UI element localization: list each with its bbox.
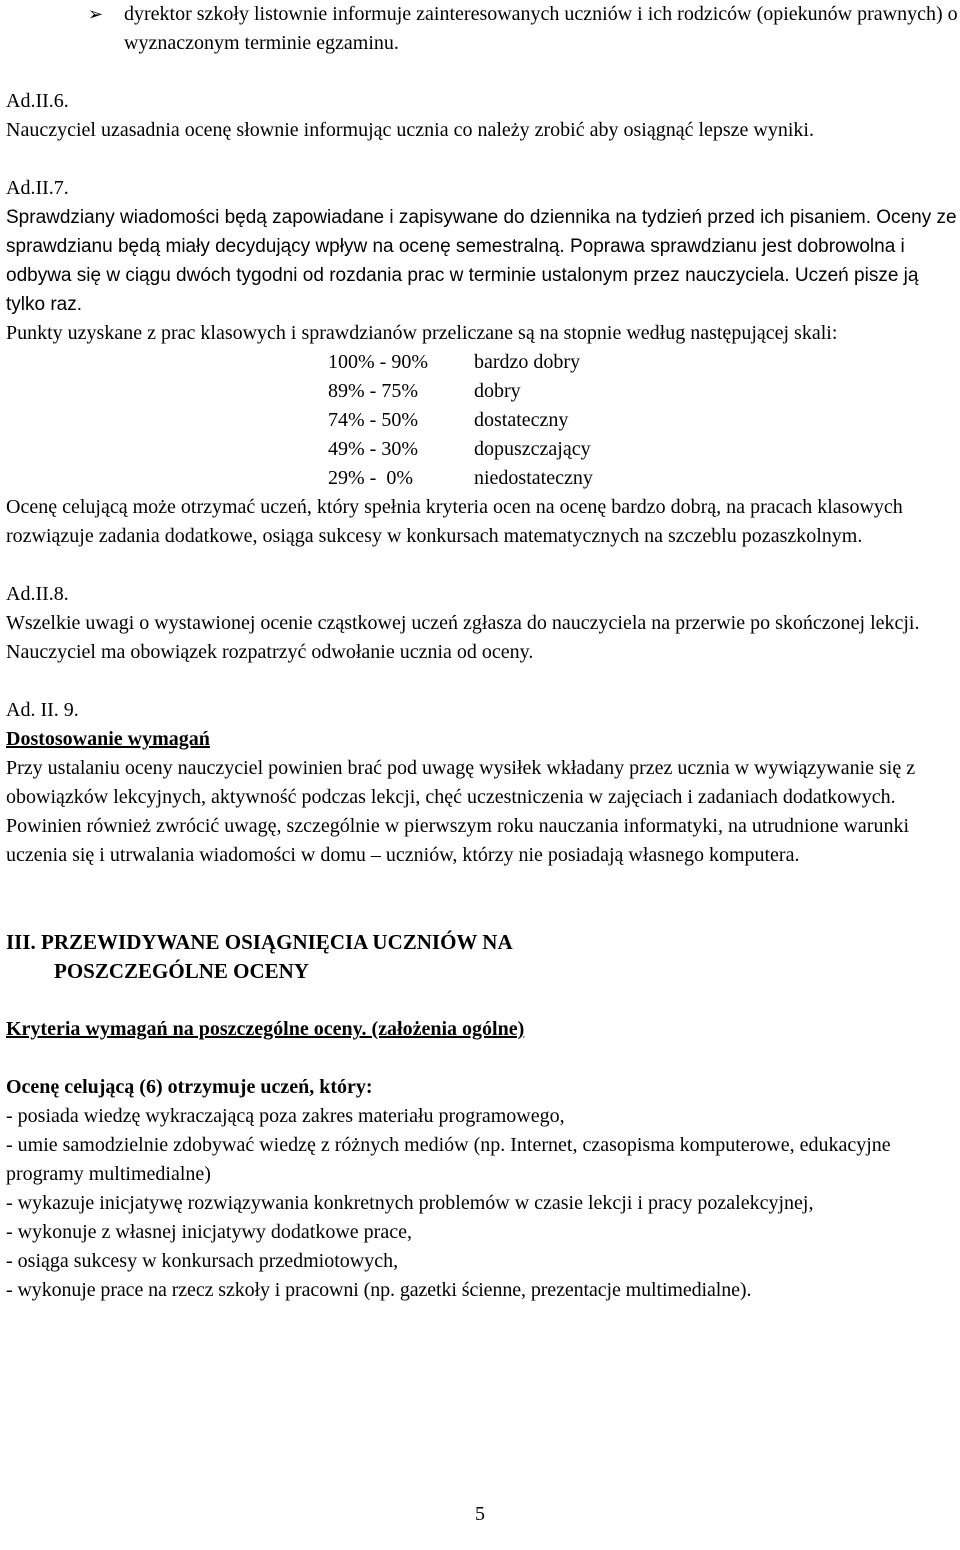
ad9-subheading: Dostosowanie wymagań [6,728,210,750]
section-title-line2: POSZCZEGÓLNE OCENY [54,959,309,983]
document-page [6,0,958,1305]
grade6-item: - umie samodzielnie zdobywać wiedzę z różnych mediów (np. Internet, czasopisma komputerowe, edukacyjne programy multimedialne) [6,1134,891,1185]
grade6-item: - wykonuje prace na rzecz szkoły i pracowni (np. gazetki ścienne, prezentacje multimedialne). [6,1279,752,1301]
grade-scale-row [328,348,958,377]
grade-name: dostateczny [474,409,569,431]
grade-range: 29% - 0% [328,467,413,489]
arrow-bullet-icon: ➢ [88,4,104,24]
criteria-heading: Kryteria wymagań na poszczególne oceny. (założenia ogólne) [6,1018,525,1040]
ad6-text: Nauczyciel uzasadnia ocenę słownie informując ucznia co należy zrobić aby osiągnąć lepsze wyniki. [6,119,814,141]
grade-name: bardzo dobry [474,351,581,373]
celujaca-text: Ocenę celującą może otrzymać uczeń, który spełnia kryteria ocen na ocenę bardzo dobrą, na pracach klasowych rozwiązuje zadania dodatkowe, osiąga sukcesy w konkursach matematycznych na szczeblu pozaszkolnym. [6,496,903,547]
ad7-text: Sprawdziany wiadomości będą zapowiadane i zapisywane do dziennika na tydzień przed ich pisaniem. Oceny ze sprawdzianu będą miały decydujący wpływ na ocenę semestralną. Poprawa sprawdzianu jest dobrowolna i odbywa się w ciągu dwóch tygodni od rozdania prac w terminie ustalonym przez nauczyciela. Uczeń pisze ją tylko raz. [6,207,957,315]
ad9-text: Przy ustalaniu oceny nauczyciel powinien brać pod uwagę wysiłek wkładany przez ucznia w wywiązywanie się z obowiązków lekcyjnych, aktywność podczas lekcji, chęć uczestniczenia w zajęciach i zadaniach dodatkowych. Powinien również zwrócić uwagę, szczególnie w pierwszym roku nauczania informatyki, na utrudnione warunki uczenia się i utrwalania wiadomości w domu – uczniów, którzy nie posiadają własnego komputera. [6,757,916,866]
grade-range: 100% - 90% [328,351,428,373]
bullet-text: dyrektor szkoły listownie informuje zainteresowanych uczniów i ich rodziców (opiekunów prawnych) o wyznaczonym terminie egzaminu. [124,3,958,54]
grade-scale-row [328,406,958,435]
ad8-heading: Ad.II.8. [6,583,69,605]
grade6-item: - wykonuje z własnej inicjatywy dodatkowe prace, [6,1221,412,1243]
grade-name: dobry [474,380,521,402]
ad7-heading: Ad.II.7. [6,177,69,199]
grade-scale-row [328,377,958,406]
grade-range: 49% - 30% [328,438,418,460]
grade-scale-row [328,435,958,464]
grade-name: niedostateczny [474,467,593,489]
section-title-line1: III. PRZEWIDYWANE OSIĄGNIĘCIA UCZNIÓW NA [6,930,513,954]
page-number: 5 [475,1503,485,1525]
grade6-heading: Ocenę celującą (6) otrzymuje uczeń, który: [6,1076,373,1098]
grade-scale [6,348,958,493]
grade-name: dopuszczający [474,438,591,460]
bullet-item [6,0,958,58]
grade-scale-row [328,464,958,493]
section-title [6,928,958,986]
grade6-item: - wykazuje inicjatywę rozwiązywania konkretnych problemów w czasie lekcji i pracy pozalekcyjnej, [6,1192,814,1214]
grade6-item: - posiada wiedzę wykraczającą poza zakres materiału programowego, [6,1105,565,1127]
grade6-item: - osiąga sukcesy w konkursach przedmiotowych, [6,1250,399,1272]
grade-range: 89% - 75% [328,380,418,402]
ad6-heading: Ad.II.6. [6,90,69,112]
ad9-heading: Ad. II. 9. [6,699,79,721]
ad8-text: Wszelkie uwagi o wystawionej ocenie cząstkowej uczeń zgłasza do nauczyciela na przerwie po skończonej lekcji. Nauczyciel ma obowiązek rozpatrzyć odwołanie ucznia od oceny. [6,612,920,663]
grade-range: 74% - 50% [328,409,418,431]
scale-intro: Punkty uzyskane z prac klasowych i sprawdzianów przeliczane są na stopnie według następującej skali: [6,322,838,344]
